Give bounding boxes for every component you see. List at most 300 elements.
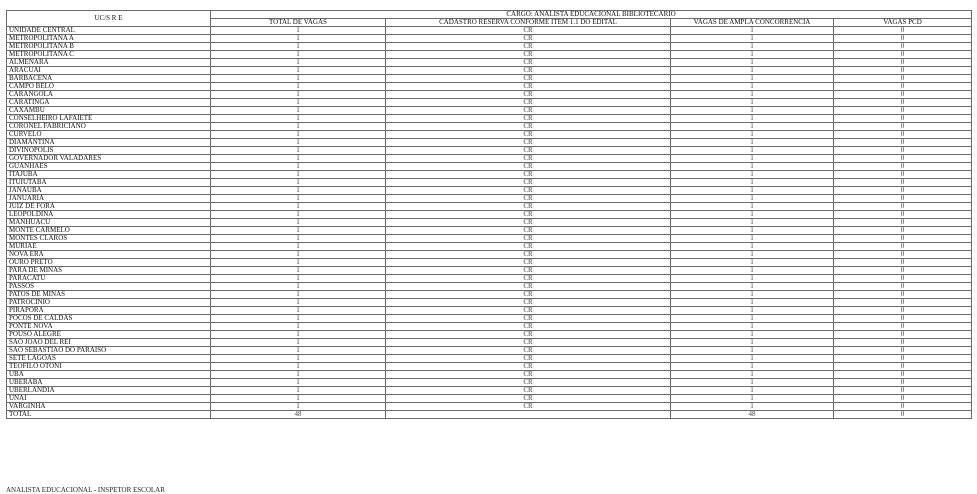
cadastro-reserva-cell: CR [386, 395, 671, 403]
table-row [7, 267, 972, 275]
total-vagas-cell: 1 [211, 187, 386, 195]
ampla-concorrencia-cell: 1 [671, 67, 834, 75]
total-vagas-cell: 1 [211, 363, 386, 371]
ampla-concorrencia-cell: 1 [671, 259, 834, 267]
cadastro-reserva-cell: CR [386, 331, 671, 339]
unit-name-cell: CAXAMBU [7, 107, 211, 115]
vagas-pcd-cell: 0 [834, 235, 972, 243]
unit-name-cell: GUANHAES [7, 163, 211, 171]
vagas-pcd-cell: 0 [834, 163, 972, 171]
unit-name-cell: ALMENARA [7, 59, 211, 67]
unit-name-cell: JANAUBA [7, 187, 211, 195]
vagas-pcd-cell: 0 [834, 91, 972, 99]
ampla-concorrencia-cell: 1 [671, 211, 834, 219]
table-row [7, 83, 972, 91]
total-vagas-cell: 1 [211, 219, 386, 227]
ampla-concorrencia-cell: 1 [671, 299, 834, 307]
vagas-pcd-cell: 0 [834, 283, 972, 291]
ampla-concorrencia-cell: 1 [671, 83, 834, 91]
table-row [7, 387, 972, 395]
cadastro-reserva-cell: CR [386, 187, 671, 195]
total-vagas-cell: 1 [211, 211, 386, 219]
table-row [7, 115, 972, 123]
cadastro-reserva-cell: CR [386, 243, 671, 251]
unit-name-cell: BARBACENA [7, 75, 211, 83]
table-row [7, 251, 972, 259]
table-row [7, 203, 972, 211]
unit-name-cell: ITUIUTABA [7, 179, 211, 187]
table-row [7, 259, 972, 267]
vagas-pcd-cell: 0 [834, 403, 972, 411]
total-vagas-cell: 1 [211, 379, 386, 387]
unit-name-cell: PARACATU [7, 275, 211, 283]
total-vagas-cell: 1 [211, 139, 386, 147]
total-vagas-cell: 1 [211, 99, 386, 107]
cadastro-reserva-cell: CR [386, 123, 671, 131]
total-vagas-cell: 1 [211, 83, 386, 91]
vagas-pcd-cell: 0 [834, 179, 972, 187]
ampla-concorrencia-cell: 1 [671, 163, 834, 171]
table-row [7, 379, 972, 387]
vacancy-table-container [6, 10, 971, 419]
vagas-pcd-cell: 0 [834, 147, 972, 155]
unit-name-cell: MANHUACU [7, 219, 211, 227]
column-header-cadastro-reserva: CADASTRO RESERVA CONFORME ITEM 1.1 DO EDITAL [386, 19, 671, 27]
table-row [7, 235, 972, 243]
cadastro-reserva-cell: CR [386, 283, 671, 291]
unit-name-cell: OURO PRETO [7, 259, 211, 267]
unit-name-cell: TEOFILO OTONI [7, 363, 211, 371]
unit-name-cell: UNAI [7, 395, 211, 403]
ampla-concorrencia-cell: 1 [671, 323, 834, 331]
unit-name-cell: UBA [7, 371, 211, 379]
ampla-concorrencia-cell: 1 [671, 291, 834, 299]
total-vagas-cell: 1 [211, 355, 386, 363]
vagas-pcd-cell: 0 [834, 315, 972, 323]
cadastro-reserva-cell: CR [386, 363, 671, 371]
table-row [7, 355, 972, 363]
total-vagas-cell: 1 [211, 171, 386, 179]
ampla-concorrencia-cell: 1 [671, 131, 834, 139]
ampla-concorrencia-cell: 1 [671, 403, 834, 411]
total-vagas-cell: 1 [211, 331, 386, 339]
cadastro-reserva-cell: CR [386, 51, 671, 59]
cadastro-reserva-cell: CR [386, 131, 671, 139]
table-row [7, 291, 972, 299]
ampla-concorrencia-cell: 1 [671, 235, 834, 243]
unit-name-cell: UBERABA [7, 379, 211, 387]
table-row [7, 403, 972, 411]
ampla-concorrencia-cell: 1 [671, 171, 834, 179]
table-row [7, 123, 972, 131]
vagas-pcd-cell: 0 [834, 211, 972, 219]
table-row [7, 243, 972, 251]
total-vagas-cell: 1 [211, 371, 386, 379]
column-header-vagas-pcd: VAGAS PCD [834, 19, 972, 27]
total-vagas-cell: 1 [211, 395, 386, 403]
ampla-concorrencia-cell: 1 [671, 179, 834, 187]
unit-name-cell: METROPOLITANA B [7, 43, 211, 51]
cadastro-reserva-cell: CR [386, 35, 671, 43]
table-row [7, 99, 972, 107]
cadastro-reserva-cell: CR [386, 323, 671, 331]
table-row [7, 35, 972, 43]
ampla-concorrencia-cell: 1 [671, 203, 834, 211]
ampla-concorrencia-cell: 1 [671, 147, 834, 155]
table-row [7, 299, 972, 307]
ampla-concorrencia-cell: 1 [671, 123, 834, 131]
table-row [7, 363, 972, 371]
vagas-pcd-cell: 0 [834, 339, 972, 347]
ampla-concorrencia-cell: 1 [671, 99, 834, 107]
ampla-concorrencia-cell: 1 [671, 107, 834, 115]
total-vagas-cell: 1 [211, 243, 386, 251]
vagas-pcd-cell: 0 [834, 323, 972, 331]
total-vagas-cell: 1 [211, 155, 386, 163]
table-row [7, 155, 972, 163]
table-row [7, 179, 972, 187]
total-vagas-cell: 1 [211, 179, 386, 187]
ampla-concorrencia-cell: 1 [671, 43, 834, 51]
vagas-pcd-cell: 0 [834, 371, 972, 379]
total-vagas-cell: 1 [211, 323, 386, 331]
ampla-concorrencia-cell: 1 [671, 219, 834, 227]
unit-name-cell: SAO SEBASTIAO DO PARAISO [7, 347, 211, 355]
total-vagas-cell: 1 [211, 275, 386, 283]
total-vagas-cell: 1 [211, 347, 386, 355]
unit-name-cell: POCOS DE CALDAS [7, 315, 211, 323]
vagas-pcd-cell: 0 [834, 411, 972, 419]
table-row [7, 43, 972, 51]
cadastro-reserva-cell: CR [386, 355, 671, 363]
vagas-pcd-cell: 0 [834, 275, 972, 283]
total-vagas-cell: 1 [211, 339, 386, 347]
column-header-ampla-concorrencia: VAGAS DE AMPLA CONCORRENCIA [671, 19, 834, 27]
unit-name-cell: SAO JOAO DEL REI [7, 339, 211, 347]
unit-name-cell: JANUARIA [7, 195, 211, 203]
ampla-concorrencia-cell: 1 [671, 363, 834, 371]
ampla-concorrencia-cell: 1 [671, 75, 834, 83]
total-vagas-cell: 1 [211, 35, 386, 43]
total-vagas-cell: 1 [211, 387, 386, 395]
table-row [7, 307, 972, 315]
vagas-pcd-cell: 0 [834, 387, 972, 395]
unit-name-cell: METROPOLITANA A [7, 35, 211, 43]
table-row [7, 75, 972, 83]
ampla-concorrencia-cell: 1 [671, 355, 834, 363]
cadastro-reserva-cell: CR [386, 155, 671, 163]
table-row [7, 59, 972, 67]
table-row [7, 395, 972, 403]
ampla-concorrencia-cell: 1 [671, 59, 834, 67]
vagas-pcd-cell: 0 [834, 67, 972, 75]
vagas-pcd-cell: 0 [834, 195, 972, 203]
vagas-pcd-cell: 0 [834, 107, 972, 115]
table-row [7, 163, 972, 171]
unit-name-cell: GOVERNADOR VALADARES [7, 155, 211, 163]
cadastro-reserva-cell: CR [386, 147, 671, 155]
table-row [7, 187, 972, 195]
total-vagas-cell: 1 [211, 107, 386, 115]
unit-name-cell: PASSOS [7, 283, 211, 291]
unit-name-cell: CAMPO BELO [7, 83, 211, 91]
total-vagas-cell: 1 [211, 283, 386, 291]
vagas-pcd-cell: 0 [834, 115, 972, 123]
cadastro-reserva-cell: CR [386, 59, 671, 67]
vagas-pcd-cell: 0 [834, 43, 972, 51]
cadastro-reserva-cell: CR [386, 91, 671, 99]
total-vagas-cell: 1 [211, 27, 386, 35]
vagas-pcd-cell: 0 [834, 139, 972, 147]
total-vagas-cell: 1 [211, 235, 386, 243]
cadastro-reserva-cell: CR [386, 251, 671, 259]
vagas-pcd-cell: 0 [834, 123, 972, 131]
ampla-concorrencia-cell: 1 [671, 27, 834, 35]
cadastro-reserva-cell [386, 411, 671, 419]
unit-name-cell: PIRAPORA [7, 307, 211, 315]
cadastro-reserva-cell: CR [386, 259, 671, 267]
unit-name-cell: ITAJUBA [7, 171, 211, 179]
vagas-pcd-cell: 0 [834, 299, 972, 307]
vagas-pcd-cell: 0 [834, 51, 972, 59]
cadastro-reserva-cell: CR [386, 219, 671, 227]
ampla-concorrencia-cell: 1 [671, 91, 834, 99]
ampla-concorrencia-cell: 1 [671, 275, 834, 283]
table-row [7, 147, 972, 155]
cadastro-reserva-cell: CR [386, 115, 671, 123]
cadastro-reserva-cell: CR [386, 339, 671, 347]
total-vagas-cell: 1 [211, 123, 386, 131]
vagas-pcd-cell: 0 [834, 243, 972, 251]
total-vagas-cell: 48 [211, 411, 386, 419]
cadastro-reserva-cell: CR [386, 267, 671, 275]
uc-column-header: UC/S R E [7, 11, 211, 27]
cadastro-reserva-cell: CR [386, 387, 671, 395]
unit-name-cell: VARGINHA [7, 403, 211, 411]
unit-name-cell: SETE LAGOAS [7, 355, 211, 363]
vagas-pcd-cell: 0 [834, 187, 972, 195]
table-row [7, 227, 972, 235]
unit-name-cell: PATROCINIO [7, 299, 211, 307]
ampla-concorrencia-cell: 1 [671, 371, 834, 379]
unit-name-cell: LEOPOLDINA [7, 211, 211, 219]
ampla-concorrencia-cell: 1 [671, 347, 834, 355]
table-row [7, 171, 972, 179]
ampla-concorrencia-cell: 1 [671, 187, 834, 195]
vagas-pcd-cell: 0 [834, 363, 972, 371]
vagas-pcd-cell: 0 [834, 227, 972, 235]
unit-name-cell: CORONEL FABRICIANO [7, 123, 211, 131]
total-vagas-cell: 1 [211, 291, 386, 299]
cadastro-reserva-cell: CR [386, 107, 671, 115]
vacancy-table [6, 10, 972, 419]
vagas-pcd-cell: 0 [834, 59, 972, 67]
ampla-concorrencia-cell: 1 [671, 267, 834, 275]
total-vagas-cell: 1 [211, 67, 386, 75]
table-row [7, 67, 972, 75]
cadastro-reserva-cell: CR [386, 43, 671, 51]
total-vagas-cell: 1 [211, 259, 386, 267]
ampla-concorrencia-cell: 1 [671, 339, 834, 347]
cadastro-reserva-cell: CR [386, 171, 671, 179]
cadastro-reserva-cell: CR [386, 67, 671, 75]
unit-name-cell: POUSO ALEGRE [7, 331, 211, 339]
cadastro-reserva-cell: CR [386, 307, 671, 315]
vagas-pcd-cell: 0 [834, 251, 972, 259]
vagas-pcd-cell: 0 [834, 75, 972, 83]
ampla-concorrencia-cell: 1 [671, 387, 834, 395]
vagas-pcd-cell: 0 [834, 307, 972, 315]
vagas-pcd-cell: 0 [834, 203, 972, 211]
total-vagas-cell: 1 [211, 267, 386, 275]
ampla-concorrencia-cell: 1 [671, 227, 834, 235]
total-vagas-cell: 1 [211, 315, 386, 323]
cadastro-reserva-cell: CR [386, 139, 671, 147]
table-row [7, 371, 972, 379]
total-vagas-cell: 1 [211, 299, 386, 307]
vagas-pcd-cell: 0 [834, 267, 972, 275]
vagas-pcd-cell: 0 [834, 355, 972, 363]
table-row [7, 107, 972, 115]
cadastro-reserva-cell: CR [386, 211, 671, 219]
cadastro-reserva-cell: CR [386, 179, 671, 187]
cadastro-reserva-cell: CR [386, 227, 671, 235]
unit-name-cell: CURVELO [7, 131, 211, 139]
table-row [7, 131, 972, 139]
ampla-concorrencia-cell: 1 [671, 195, 834, 203]
total-vagas-cell: 1 [211, 195, 386, 203]
ampla-concorrencia-cell: 1 [671, 283, 834, 291]
ampla-concorrencia-cell: 1 [671, 35, 834, 43]
total-vagas-cell: 1 [211, 115, 386, 123]
unit-name-cell: NOVA ERA [7, 251, 211, 259]
table-row [7, 195, 972, 203]
vagas-pcd-cell: 0 [834, 347, 972, 355]
unit-name-cell: CARATINGA [7, 99, 211, 107]
table-row [7, 347, 972, 355]
table-row [7, 27, 972, 35]
vagas-pcd-cell: 0 [834, 99, 972, 107]
vagas-pcd-cell: 0 [834, 331, 972, 339]
unit-name-cell: UBERLANDIA [7, 387, 211, 395]
cadastro-reserva-cell: CR [386, 235, 671, 243]
vagas-pcd-cell: 0 [834, 379, 972, 387]
ampla-concorrencia-cell: 1 [671, 139, 834, 147]
cadastro-reserva-cell: CR [386, 195, 671, 203]
ampla-concorrencia-cell: 1 [671, 155, 834, 163]
cadastro-reserva-cell: CR [386, 275, 671, 283]
ampla-concorrencia-cell: 1 [671, 243, 834, 251]
table-row [7, 51, 972, 59]
vagas-pcd-cell: 0 [834, 171, 972, 179]
vagas-pcd-cell: 0 [834, 259, 972, 267]
ampla-concorrencia-cell: 1 [671, 307, 834, 315]
vagas-pcd-cell: 0 [834, 131, 972, 139]
table-row [7, 91, 972, 99]
total-vagas-cell: 1 [211, 51, 386, 59]
unit-name-cell: ARACUAI [7, 67, 211, 75]
cadastro-reserva-cell: CR [386, 379, 671, 387]
cadastro-reserva-cell: CR [386, 99, 671, 107]
column-header-total-vagas: TOTAL DE VAGAS [211, 19, 386, 27]
unit-name-cell: JUIZ DE FORA [7, 203, 211, 211]
unit-name-cell: PONTE NOVA [7, 323, 211, 331]
cadastro-reserva-cell: CR [386, 371, 671, 379]
cadastro-reserva-cell: CR [386, 163, 671, 171]
total-vagas-cell: 1 [211, 227, 386, 235]
ampla-concorrencia-cell: 1 [671, 51, 834, 59]
total-vagas-cell: 1 [211, 75, 386, 83]
unit-name-cell: DIVINOPOLIS [7, 147, 211, 155]
total-vagas-cell: 1 [211, 203, 386, 211]
vagas-pcd-cell: 0 [834, 291, 972, 299]
vagas-pcd-cell: 0 [834, 83, 972, 91]
cadastro-reserva-cell: CR [386, 403, 671, 411]
total-vagas-cell: 1 [211, 147, 386, 155]
unit-name-cell: PARA DE MINAS [7, 267, 211, 275]
vagas-pcd-cell: 0 [834, 35, 972, 43]
table-row [7, 315, 972, 323]
vagas-pcd-cell: 0 [834, 155, 972, 163]
total-row [7, 411, 972, 419]
total-vagas-cell: 1 [211, 307, 386, 315]
cadastro-reserva-cell: CR [386, 203, 671, 211]
unit-name-cell: CONSELHEIRO LAFAIETE [7, 115, 211, 123]
ampla-concorrencia-cell: 48 [671, 411, 834, 419]
table-row [7, 283, 972, 291]
ampla-concorrencia-cell: 1 [671, 395, 834, 403]
ampla-concorrencia-cell: 1 [671, 315, 834, 323]
cadastro-reserva-cell: CR [386, 347, 671, 355]
total-vagas-cell: 1 [211, 403, 386, 411]
total-vagas-cell: 1 [211, 163, 386, 171]
unit-name-cell: DIAMANTINA [7, 139, 211, 147]
total-vagas-cell: 1 [211, 251, 386, 259]
cadastro-reserva-cell: CR [386, 27, 671, 35]
next-section-title: ANALISTA EDUCACIONAL - INSPETOR ESCOLAR [6, 486, 165, 494]
cargo-title: CARGO: ANALISTA EDUCACIONAL BIBLIOTECARIO [211, 11, 972, 19]
cadastro-reserva-cell: CR [386, 315, 671, 323]
cadastro-reserva-cell: CR [386, 75, 671, 83]
cadastro-reserva-cell: CR [386, 299, 671, 307]
unit-name-cell: MONTE CARMELO [7, 227, 211, 235]
total-vagas-cell: 1 [211, 59, 386, 67]
table-row [7, 275, 972, 283]
table-body [7, 27, 972, 419]
unit-name-cell: MONTES CLAROS [7, 235, 211, 243]
table-row [7, 219, 972, 227]
ampla-concorrencia-cell: 1 [671, 251, 834, 259]
unit-name-cell: CARANGOLA [7, 91, 211, 99]
unit-name-cell: UNIDADE CENTRAL [7, 27, 211, 35]
table-row [7, 211, 972, 219]
vagas-pcd-cell: 0 [834, 27, 972, 35]
ampla-concorrencia-cell: 1 [671, 115, 834, 123]
total-vagas-cell: 1 [211, 131, 386, 139]
unit-name-cell: MURIAE [7, 243, 211, 251]
table-row [7, 339, 972, 347]
ampla-concorrencia-cell: 1 [671, 379, 834, 387]
table-row [7, 331, 972, 339]
total-vagas-cell: 1 [211, 91, 386, 99]
cadastro-reserva-cell: CR [386, 291, 671, 299]
cadastro-reserva-cell: CR [386, 83, 671, 91]
table-row [7, 139, 972, 147]
unit-name-cell: METROPOLITANA C [7, 51, 211, 59]
vagas-pcd-cell: 0 [834, 395, 972, 403]
vagas-pcd-cell: 0 [834, 219, 972, 227]
ampla-concorrencia-cell: 1 [671, 331, 834, 339]
